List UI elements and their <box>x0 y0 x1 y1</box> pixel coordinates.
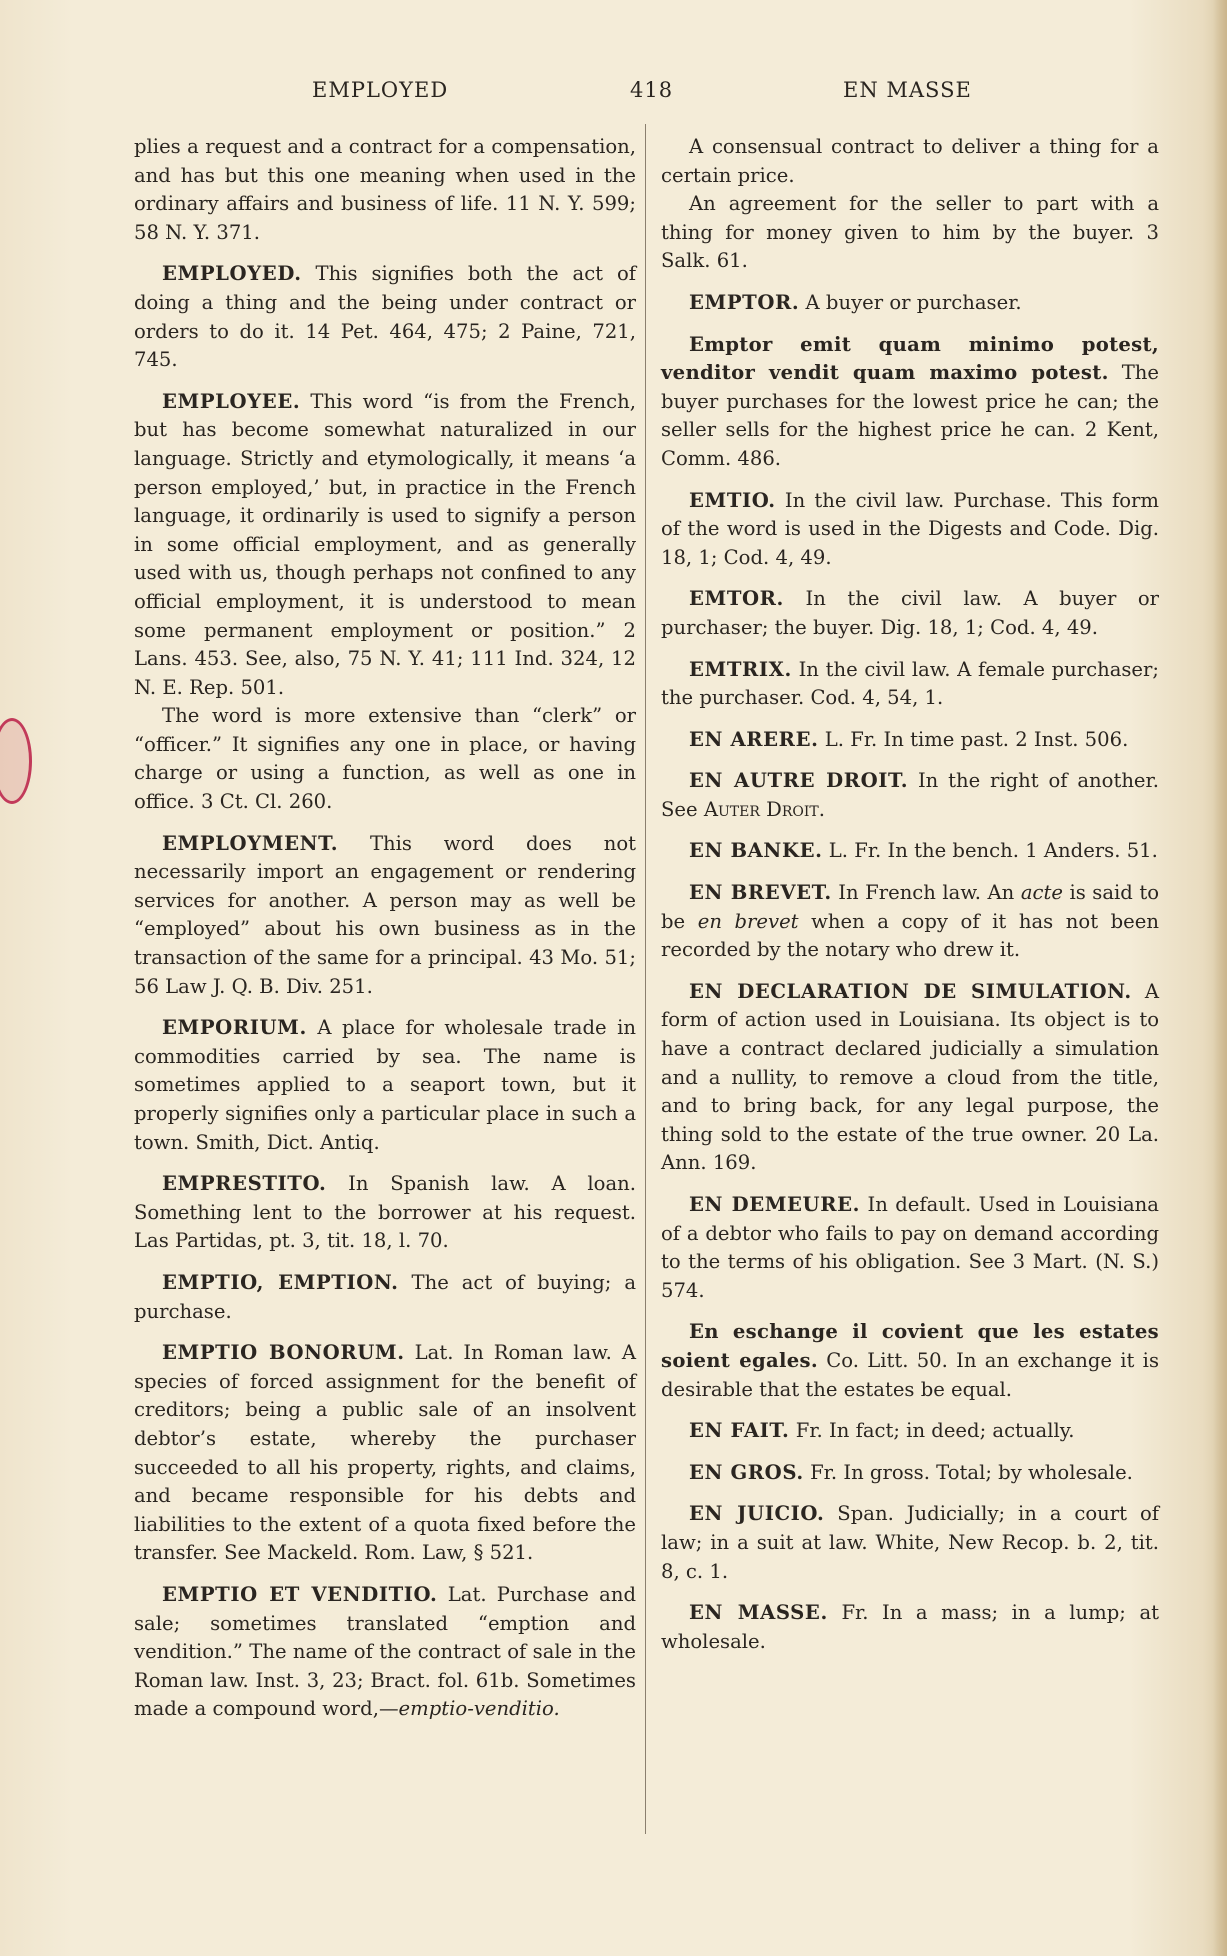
entry-term: EMPTIO BONORUM. <box>162 1341 405 1365</box>
entry-term: EN JUICIO. <box>689 1502 825 1526</box>
dictionary-entry <box>661 1318 1159 1404</box>
entry-term: EMTIO. <box>689 488 776 512</box>
dictionary-entry <box>661 1191 1159 1305</box>
entry-text: In Spanish law. A loan. Something lent to the borrower at his request. Las Partidas, pt. 3, tit. 18, l. 70. <box>134 1172 636 1253</box>
entry-text: Lat. In Roman law. A species of forced assignment for the benefit of creditors; being a public sale of an insolvent debtor’s estate, whereby the purchaser succeeded to all his property, rights, and claims, and became responsible for his debts and liabilities to the extent of a quota fixed before the transfer. See Mackeld. Rom. Law, § 521. <box>134 1341 636 1565</box>
entry-text: This word does not necessarily import an engagement or rendering services for another. A person may as well be “employed” about his own business as in the transaction of the same for a principal. 43 Mo. 51; 56 Law J. Q. B. Div. 251. <box>134 831 637 998</box>
column-rule <box>645 124 646 1834</box>
dictionary-entry <box>134 830 636 1002</box>
dictionary-entry <box>661 726 1159 755</box>
entry-text: The buyer purchases for the lowest price he can; the seller sells for the highest price he can. 2 Kent, Comm. 486. <box>661 361 1159 470</box>
dictionary-entry <box>134 1339 636 1568</box>
entry-term: EMPTIO, EMPTION. <box>162 1270 399 1294</box>
entry-text: This word “is from the French, but has become somewhat naturalized in our language. Strictly and etymologically, it means ‘a person employed,’ but, in practice in the French language, it ordinarily is used to signify a person in some official employment, and as generally used with us, though perhaps not confined to any official employment, it is understood to mean some permanent employment or position.” 2 Lans. 453. See, also, 75 N. Y. 41; 111 Ind. 324, 12 N. E. Rep. 501. <box>134 389 636 699</box>
entry-text: In the civil law. A female purchaser; the purchaser. Cod. 4, 54, 1. <box>661 657 1159 710</box>
entry-term: EMPTOR. <box>689 290 800 314</box>
dictionary-entry <box>661 585 1159 642</box>
dictionary-entry <box>661 331 1159 474</box>
entry-term: EN AUTRE DROIT. <box>689 769 909 793</box>
dictionary-entry <box>661 879 1159 965</box>
entry-italic-word: acte <box>1020 881 1063 905</box>
dictionary-entry <box>661 487 1159 573</box>
entry-term: EN FAIT. <box>689 1419 790 1443</box>
entry-text: In the right of another. See <box>661 769 1159 821</box>
dictionary-entry <box>134 388 636 817</box>
dictionary-entry <box>661 656 1159 713</box>
cross-reference: Auter Droit. <box>703 797 825 821</box>
entry-text-extra: An agreement for the seller to part with a thing for money given to him by the buyer. 3 Salk. 61. <box>661 192 1159 273</box>
entry-term: EN BANKE. <box>689 839 823 863</box>
dictionary-entry <box>661 1417 1159 1446</box>
entry-text: In French law. An <box>838 881 1021 905</box>
dictionary-entry <box>661 133 1159 276</box>
entry-text: In the civil law. Purchase. This form of the word is used in the Digests and Code. Dig. 18, 1; Cod. 4, 49. <box>661 488 1160 569</box>
dictionary-entry <box>661 1599 1159 1656</box>
right-column <box>661 133 1159 1669</box>
entry-text: L. Fr. In time past. 2 Inst. 506. <box>824 727 1129 751</box>
dictionary-entry <box>134 1014 636 1157</box>
entry-text: In default. Used in Louisiana of a debtor who fails to pay on demand according to the terms of his obligation. See 3 Mart. (N. S.) 574. <box>661 1193 1159 1302</box>
entry-text: A buyer or purchaser. <box>805 290 1022 314</box>
entry-term: EMTRIX. <box>689 657 792 681</box>
entry-text: Fr. In fact; in deed; actually. <box>795 1419 1075 1443</box>
entry-term: EMTOR. <box>689 587 784 611</box>
entry-text: A form of action used in Louisiana. Its object is to have a contract declared judicially a simulation and a nullity, to remove a cloud from the title, and to bring back, for any legal purpose, the thing sold to the estate of the true owner. 20 La. Ann. 169. <box>661 979 1159 1175</box>
entry-term: EN ARERE. <box>689 727 819 751</box>
entry-text: In the civil law. A buyer or purchaser; the buyer. Dig. 18, 1; Cod. 4, 49. <box>661 587 1159 639</box>
dictionary-entry <box>661 1459 1159 1488</box>
dictionary-entry <box>134 1170 636 1256</box>
entry-term: EN MASSE. <box>689 1601 828 1625</box>
entry-term: EN BREVET. <box>689 881 832 905</box>
entry-text: Fr. In gross. Total; by wholesale. <box>810 1460 1133 1484</box>
legal-maxim: Emptor emit quam minimo potest, venditor vendit quam maximo potest. <box>661 332 1159 385</box>
left-column <box>134 133 636 1737</box>
dictionary-entry <box>661 1500 1159 1586</box>
entry-text: This signifies both the act of doing a thing and the being under contract or orders to do it. 14 Pet. 464, 475; 2 Paine, 721, 745. <box>134 262 636 372</box>
entry-term: EMPRESTITO. <box>162 1172 327 1196</box>
entry-italic-word: en brevet <box>697 909 799 933</box>
entry-term: EMPLOYEE. <box>162 389 301 413</box>
entry-term: EMPLOYED. <box>162 262 302 286</box>
legal-maxim: En eschange il covient que les estates soient egales. <box>661 1320 1159 1372</box>
entry-term: EN DECLARATION DE SIMULATION. <box>689 979 1132 1003</box>
dictionary-entry <box>134 1269 636 1326</box>
entry-text: L. Fr. In the bench. 1 Anders. 51. <box>828 839 1158 863</box>
entry-text-extra: The word is more extensive than “clerk” or “officer.” It signifies any one in place, or having charge or using a function, as well as one in office. 3 Ct. Cl. 260. <box>134 704 636 814</box>
header-left-guide-word: EMPLOYED <box>312 78 449 102</box>
entry-term: EN DEMEURE. <box>689 1193 861 1216</box>
dictionary-entry <box>134 260 636 374</box>
entry-text: A consensual contract to deliver a thing for a certain price. <box>661 135 1159 187</box>
entry-text: Co. Litt. 50. In an exchange it is desirable that the estates be equal. <box>661 1348 1159 1401</box>
page-edge-shadow <box>1213 0 1227 1956</box>
entry-term: EN GROS. <box>689 1460 804 1484</box>
entry-text: plies a request and a contract for a compensation, and has but this one meaning when used in the ordinary affairs and business of life. 11 N. Y. 599; 58 N. Y. 371. <box>134 135 636 244</box>
header-right-guide-word: EN MASSE <box>843 78 972 102</box>
entry-italic-word: emptio-venditio. <box>398 1697 560 1721</box>
entry-text: is said to be <box>661 881 1159 933</box>
dictionary-entry <box>134 133 636 247</box>
entry-term: EMPORIUM. <box>162 1016 307 1040</box>
entry-text: Span. Judicially; in a court of law; in a suit at law. White, New Recop. b. 2, tit. 8, c. 1. <box>661 1502 1159 1583</box>
entry-term: EMPTIO ET VENDITIO. <box>162 1582 438 1606</box>
dictionary-entry <box>661 289 1159 318</box>
entry-text: The act of buying; a purchase. <box>134 1270 636 1323</box>
entry-text: when a copy of it has not been recorded by the notary who drew it. <box>661 909 1159 962</box>
dictionary-entry <box>661 837 1159 866</box>
running-header <box>0 78 1227 108</box>
page-number: 418 <box>630 78 674 102</box>
dictionary-entry <box>661 767 1159 824</box>
entry-text: Fr. In a mass; in a lump; at wholesale. <box>661 1601 1159 1653</box>
entry-term: EMPLOYMENT. <box>162 831 339 855</box>
entry-text: Lat. Purchase and sale; sometimes translated “emption and vendition.” The name of the contract of sale in the Roman law. Inst. 3, 23; Bract. fol. 61b. Sometimes made a compound word,— <box>134 1582 636 1721</box>
entry-text: A place for wholesale trade in commodities carried by sea. The name is sometimes applied to a seaport town, but it properly signifies only a particular place in such a town. Smith, Dict. Antiq. <box>134 1016 636 1154</box>
dictionary-entry <box>661 978 1159 1178</box>
dictionary-entry <box>134 1581 636 1724</box>
